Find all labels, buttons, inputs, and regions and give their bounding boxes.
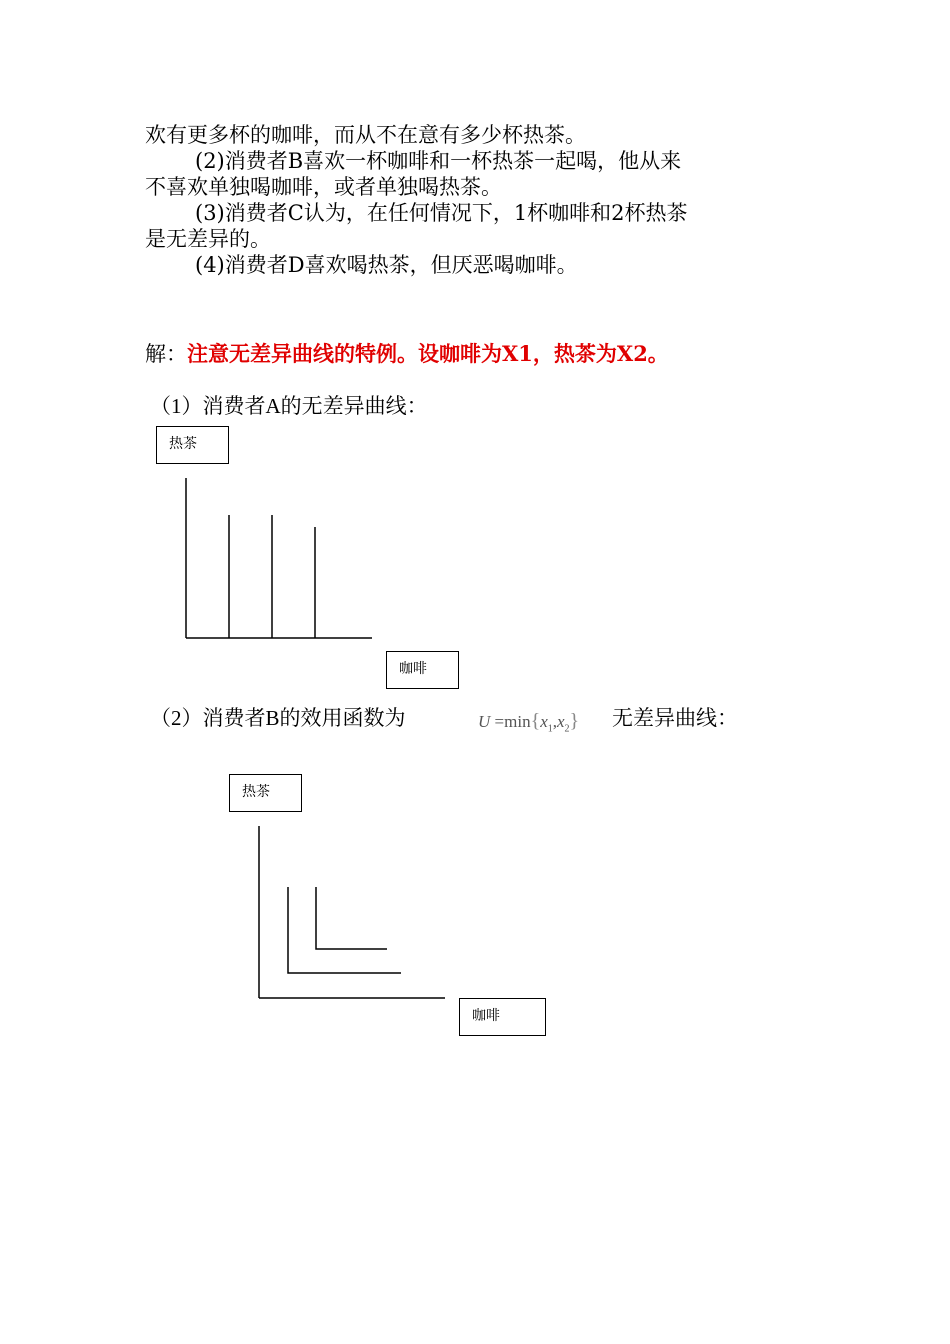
diagram-b-y-label: 热茶: [229, 774, 302, 812]
utility-formula: $U =\min\{x_1,x_2\}$: [478, 710, 580, 735]
answer-note: 注意无差异曲线的特例。设咖啡为X1，热茶为X2。: [187, 341, 669, 366]
paragraph-line-3: 不喜欢单独喝咖啡，或者单独喝热茶。: [145, 175, 502, 199]
paragraph-line-4: (3)消费者C认为，在任何情况下，1杯咖啡和2杯热茶: [195, 201, 688, 225]
formula-x2: x: [556, 712, 565, 731]
paragraph-line-2: (2)消费者B喜欢一杯咖啡和一杯热茶一起喝，他从来: [195, 149, 682, 173]
diagram-b-curve-1: [288, 887, 401, 973]
diagram-a: [186, 478, 372, 638]
diagram-b: [259, 826, 445, 998]
paragraph-line-5: 是无差异的。: [145, 227, 271, 251]
diagram-a-x-label: 咖啡: [386, 651, 459, 689]
part1-heading: （1）消费者A的无差异曲线：: [150, 394, 428, 418]
paragraph-line-1: 欢有更多杯的咖啡，而从不在意有多少杯热茶。: [145, 123, 586, 147]
formula-sub2: 2: [564, 723, 570, 735]
formula-x1: x: [540, 712, 548, 731]
paragraph-line-6: (4)消费者D喜欢喝热茶，但厌恶喝咖啡。: [195, 253, 578, 277]
formula-sub1: 1: [547, 723, 553, 735]
diagram-a-y-label: 热茶: [156, 426, 229, 464]
formula-eq: =min: [494, 712, 531, 731]
part2-heading-before: （2）消费者B的效用函数为: [150, 706, 406, 730]
diagram-b-x-label: 咖啡: [459, 998, 546, 1036]
diagram-b-curve-2: [316, 887, 387, 949]
formula-u: U: [478, 712, 491, 731]
part2-heading-after: 无差异曲线：: [612, 706, 738, 730]
answer-prefix: 解：: [145, 342, 187, 366]
